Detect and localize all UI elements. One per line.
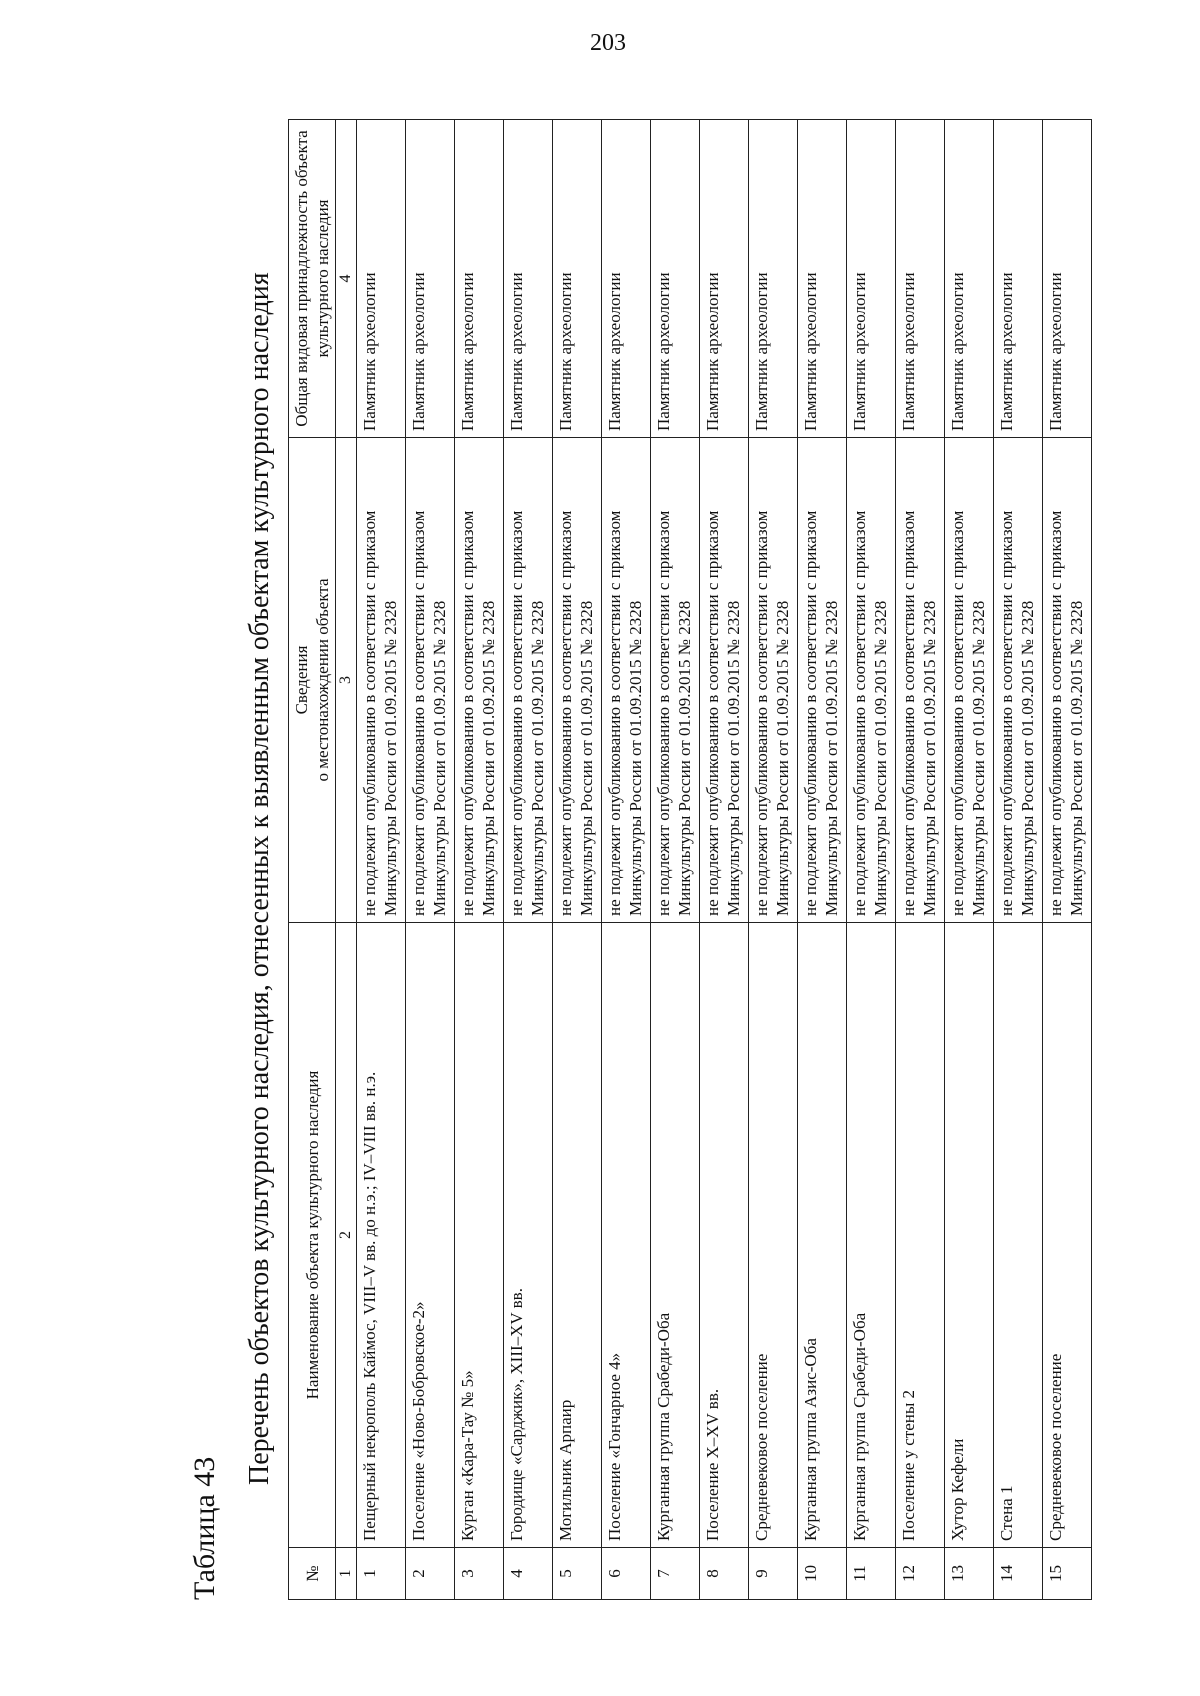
column-index: 4 <box>336 120 357 438</box>
column-index-row <box>336 120 357 1600</box>
object-type-cell: Памятник археологии <box>847 120 896 438</box>
object-name-cell: Средневековое поселение <box>749 923 798 1548</box>
row-number-cell: 8 <box>700 1548 749 1600</box>
location-info-cell: не подлежит опубликованию в соответствии с приказом Минкультуры России от 01.09.2015 № 2328 <box>994 438 1043 923</box>
object-type-cell: Памятник археологии <box>994 120 1043 438</box>
heritage-table-wrapper <box>288 120 1092 1600</box>
object-type-cell: Памятник археологии <box>1043 120 1092 438</box>
column-header-number: № <box>289 1548 336 1600</box>
object-name-cell: Хутор Кефели <box>945 923 994 1548</box>
location-info-cell: не подлежит опубликованию в соответствии с приказом Минкультуры России от 01.09.2015 № 2328 <box>651 438 700 923</box>
document-title: Перечень объектов культурного наследия, отнесенных к выявленным объектам культурного наследия <box>244 272 275 1485</box>
table-row <box>455 120 504 1600</box>
column-header-type: Общая видовая принадлежность объекта культурного наследия <box>289 120 336 438</box>
table-row <box>406 120 455 1600</box>
object-name-cell: Поселение X–XV вв. <box>700 923 749 1548</box>
table-row <box>945 120 994 1600</box>
row-number-cell: 12 <box>896 1548 945 1600</box>
object-name-cell: Пещерный некрополь Каймос, VIII–V вв. до н.э.; IV–VIII вв. н.э. <box>357 923 406 1548</box>
column-index: 2 <box>336 923 357 1548</box>
table-row <box>553 120 602 1600</box>
object-name-cell: Средневековое поселение <box>1043 923 1092 1548</box>
object-name-cell: Курганная группа Азис-Оба <box>798 923 847 1548</box>
table-row <box>357 120 406 1600</box>
table-row <box>504 120 553 1600</box>
table-row <box>749 120 798 1600</box>
location-info-cell: не подлежит опубликованию в соответствии с приказом Минкультуры России от 01.09.2015 № 2328 <box>455 438 504 923</box>
row-number-cell: 2 <box>406 1548 455 1600</box>
heritage-objects-table <box>288 119 1092 1600</box>
object-type-cell: Памятник археологии <box>896 120 945 438</box>
table-row <box>847 120 896 1600</box>
rotated-page-content <box>188 80 1118 1640</box>
object-name-cell: Поселение «Ново-Бобровское-2» <box>406 923 455 1548</box>
object-type-cell: Памятник археологии <box>700 120 749 438</box>
location-info-cell: не подлежит опубликованию в соответствии с приказом Минкультуры России от 01.09.2015 № 2328 <box>553 438 602 923</box>
table-header-row <box>289 120 336 1600</box>
object-name-cell: Поселение у стены 2 <box>896 923 945 1548</box>
location-info-cell: не подлежит опубликованию в соответствии с приказом Минкультуры России от 01.09.2015 № 2328 <box>357 438 406 923</box>
row-number-cell: 4 <box>504 1548 553 1600</box>
column-index: 3 <box>336 438 357 923</box>
object-name-cell: Поселение «Гончарное 4» <box>602 923 651 1548</box>
location-info-cell: не подлежит опубликованию в соответствии с приказом Минкультуры России от 01.09.2015 № 2328 <box>700 438 749 923</box>
object-type-cell: Памятник археологии <box>602 120 651 438</box>
row-number-cell: 10 <box>798 1548 847 1600</box>
row-number-cell: 1 <box>357 1548 406 1600</box>
object-name-cell: Курган «Кара-Тау № 5» <box>455 923 504 1548</box>
row-number-cell: 11 <box>847 1548 896 1600</box>
location-info-cell: не подлежит опубликованию в соответствии с приказом Минкультуры России от 01.09.2015 № 2328 <box>406 438 455 923</box>
object-type-cell: Памятник археологии <box>406 120 455 438</box>
object-type-cell: Памятник археологии <box>357 120 406 438</box>
object-name-cell: Курганная группа Срабеди-Оба <box>847 923 896 1548</box>
object-type-cell: Памятник археологии <box>504 120 553 438</box>
object-name-cell: Городище «Сарджик», XIII–XV вв. <box>504 923 553 1548</box>
object-name-cell: Стена 1 <box>994 923 1043 1548</box>
table-body <box>357 120 1092 1600</box>
table-row <box>700 120 749 1600</box>
location-info-cell: не подлежит опубликованию в соответствии с приказом Минкультуры России от 01.09.2015 № 2328 <box>504 438 553 923</box>
table-row <box>896 120 945 1600</box>
object-type-cell: Памятник археологии <box>455 120 504 438</box>
object-type-cell: Памятник археологии <box>945 120 994 438</box>
location-info-cell: не подлежит опубликованию в соответствии с приказом Минкультуры России от 01.09.2015 № 2328 <box>945 438 994 923</box>
column-header-location: Сведения о местонахождении объекта <box>289 438 336 923</box>
row-number-cell: 14 <box>994 1548 1043 1600</box>
object-type-cell: Памятник археологии <box>798 120 847 438</box>
column-index: 1 <box>336 1548 357 1600</box>
table-label: Таблица 43 <box>188 1456 221 1600</box>
location-info-cell: не подлежит опубликованию в соответствии с приказом Минкультуры России от 01.09.2015 № 2328 <box>1043 438 1092 923</box>
row-number-cell: 7 <box>651 1548 700 1600</box>
row-number-cell: 3 <box>455 1548 504 1600</box>
object-name-cell: Могильник Арпаир <box>553 923 602 1548</box>
row-number-cell: 13 <box>945 1548 994 1600</box>
table-row <box>994 120 1043 1600</box>
table-row <box>651 120 700 1600</box>
column-header-name: Наименование объекта культурного наследия <box>289 923 336 1548</box>
row-number-cell: 5 <box>553 1548 602 1600</box>
table-row <box>798 120 847 1600</box>
object-type-cell: Памятник археологии <box>749 120 798 438</box>
page-number: 203 <box>590 30 626 56</box>
object-name-cell: Курганная группа Срабеди-Оба <box>651 923 700 1548</box>
location-info-cell: не подлежит опубликованию в соответствии с приказом Минкультуры России от 01.09.2015 № 2328 <box>847 438 896 923</box>
object-type-cell: Памятник археологии <box>553 120 602 438</box>
row-number-cell: 9 <box>749 1548 798 1600</box>
location-info-cell: не подлежит опубликованию в соответствии с приказом Минкультуры России от 01.09.2015 № 2328 <box>896 438 945 923</box>
table-row <box>602 120 651 1600</box>
row-number-cell: 6 <box>602 1548 651 1600</box>
row-number-cell: 15 <box>1043 1548 1092 1600</box>
location-info-cell: не подлежит опубликованию в соответствии с приказом Минкультуры России от 01.09.2015 № 2328 <box>798 438 847 923</box>
location-info-cell: не подлежит опубликованию в соответствии с приказом Минкультуры России от 01.09.2015 № 2328 <box>749 438 798 923</box>
table-row <box>1043 120 1092 1600</box>
location-info-cell: не подлежит опубликованию в соответствии с приказом Минкультуры России от 01.09.2015 № 2328 <box>602 438 651 923</box>
object-type-cell: Памятник археологии <box>651 120 700 438</box>
